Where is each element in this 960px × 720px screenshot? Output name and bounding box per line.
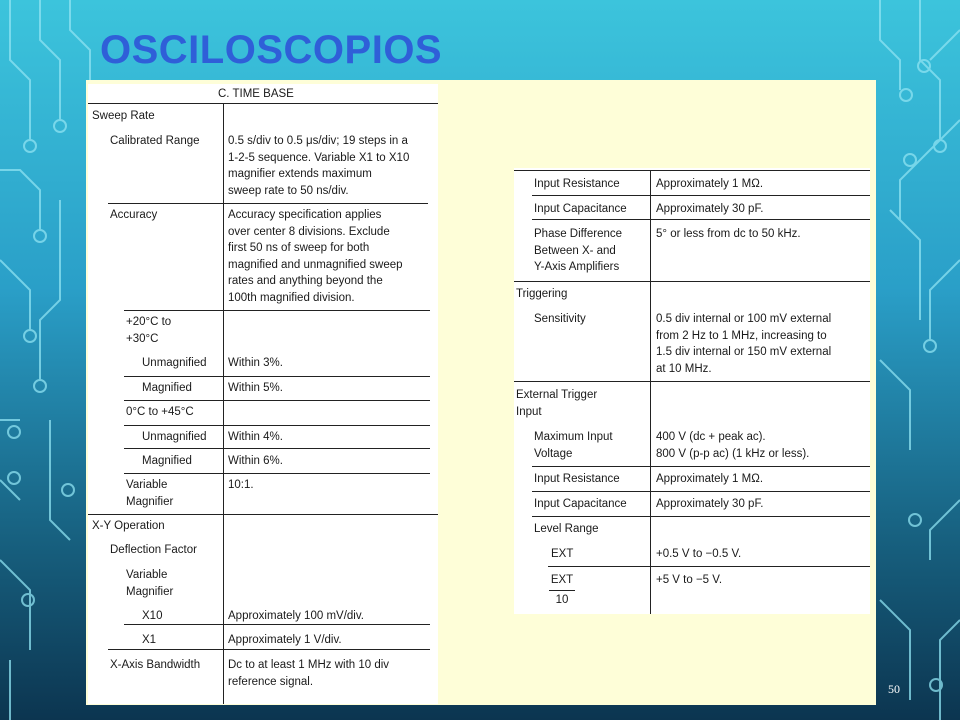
rule (532, 516, 870, 517)
label-ext-input-capacitance: Input Capacitance (534, 498, 627, 510)
rule (548, 566, 870, 567)
value-phase-difference: 5° or less from dc to 50 kHz. (656, 228, 801, 240)
label-magnified-1: Magnified (142, 382, 192, 394)
label-level-range: Level Range (534, 523, 599, 535)
label-ext-div-numerator: EXT (550, 574, 574, 586)
label-unmagnified-2: Unmagnified (142, 431, 207, 443)
rule (88, 514, 438, 515)
rule (124, 425, 430, 426)
value-magnified-2: Within 6%. (228, 455, 283, 467)
label-input-capacitance: Input Capacitance (534, 203, 627, 215)
rule (108, 649, 430, 650)
label-temp-range-1: +20°C to +30°C (126, 316, 172, 345)
rule (532, 195, 870, 196)
rule (88, 103, 438, 104)
slide-title: OSCILOSCOPIOS (100, 28, 443, 72)
value-calibrated-range: 0.5 s/div to 0.5 μs/div; 19 steps in a 1-2-5 sequence. Variable X1 to X10 magnifier extends maximum sweep rate to 50 ns/div. (228, 135, 410, 197)
rule (124, 448, 430, 449)
value-accuracy: Accuracy specification applies over center 8 divisions. Exclude first 50 ns of sweep for both magnified and unmagnified sweep rates and anything beyond the 100th magnified division. (228, 209, 403, 304)
value-maximum-input-voltage: 400 V (dc + peak ac). 800 V (p-p ac) (1 kHz or less). (656, 431, 810, 460)
label-sensitivity: Sensitivity (534, 313, 586, 325)
value-ext-input-resistance: Approximately 1 MΩ. (656, 473, 764, 485)
label-x1: X1 (142, 634, 157, 646)
value-unmagnified-2: Within 4%. (228, 431, 283, 443)
value-input-resistance: Approximately 1 MΩ. (656, 178, 764, 190)
label-magnified-2: Magnified (142, 455, 192, 467)
label-accuracy: Accuracy (110, 209, 158, 221)
value-x1: Approximately 1 V/div. (228, 634, 342, 646)
value-input-capacitance: Approximately 30 pF. (656, 203, 764, 215)
rule (124, 310, 430, 311)
label-variable-magnifier-2: Variable Magnifier (126, 569, 174, 598)
value-ext-input-capacitance: Approximately 30 pF. (656, 498, 764, 510)
label-triggering: Triggering (516, 288, 568, 300)
rule (532, 219, 870, 220)
rule (108, 203, 428, 204)
fraction-bar (549, 590, 575, 591)
input-trigger-table (514, 168, 870, 614)
rule (124, 376, 430, 377)
label-x10: X10 (142, 610, 163, 622)
rule (514, 170, 870, 171)
label-maximum-input-voltage: Maximum Input Voltage (534, 431, 613, 460)
rule (514, 381, 870, 382)
time-base-table (88, 84, 438, 704)
value-unmagnified-1: Within 3%. (228, 357, 283, 369)
rule (124, 473, 430, 474)
label-temp-range-2: 0°C to +45°C (126, 406, 194, 418)
rule (514, 281, 870, 282)
label-xy-operation: X-Y Operation (92, 520, 165, 532)
label-x-axis-bandwidth: X-Axis Bandwidth (110, 659, 201, 671)
value-x-axis-bandwidth: Dc to at least 1 MHz with 10 div reference signal. (228, 659, 390, 688)
label-sweep-rate: Sweep Rate (92, 110, 155, 122)
table-heading: C. TIME BASE (218, 88, 294, 100)
value-magnified-1: Within 5%. (228, 382, 283, 394)
label-deflection-factor: Deflection Factor (110, 544, 197, 556)
label-unmagnified-1: Unmagnified (142, 357, 207, 369)
value-variable-magnifier: 10:1. (228, 479, 254, 491)
label-ext-input-resistance: Input Resistance (534, 473, 620, 485)
column-divider (223, 103, 224, 704)
label-ext-div-denominator: 10 (555, 594, 569, 606)
label-external-trigger-input: External Trigger Input (516, 389, 598, 418)
value-sensitivity: 0.5 div internal or 100 mV external from 2 Hz to 1 MHz, increasing to 1.5 div internal or 150 mV external at 10 MHz. (656, 313, 832, 375)
label-ext: EXT (551, 548, 574, 560)
rule (532, 466, 870, 467)
label-variable-magnifier: Variable Magnifier (126, 479, 174, 508)
value-ext: +0.5 V to −0.5 V. (656, 548, 742, 560)
label-input-resistance: Input Resistance (534, 178, 620, 190)
label-phase-difference: Phase Difference Between X- and Y-Axis Amplifiers (534, 228, 623, 274)
page-number: 50 (888, 682, 900, 696)
label-calibrated-range: Calibrated Range (110, 135, 200, 147)
column-divider (650, 170, 651, 614)
rule (124, 400, 430, 401)
rule (532, 491, 870, 492)
value-ext-div: +5 V to −5 V. (656, 574, 723, 586)
value-x10: Approximately 100 mV/div. (228, 610, 364, 622)
